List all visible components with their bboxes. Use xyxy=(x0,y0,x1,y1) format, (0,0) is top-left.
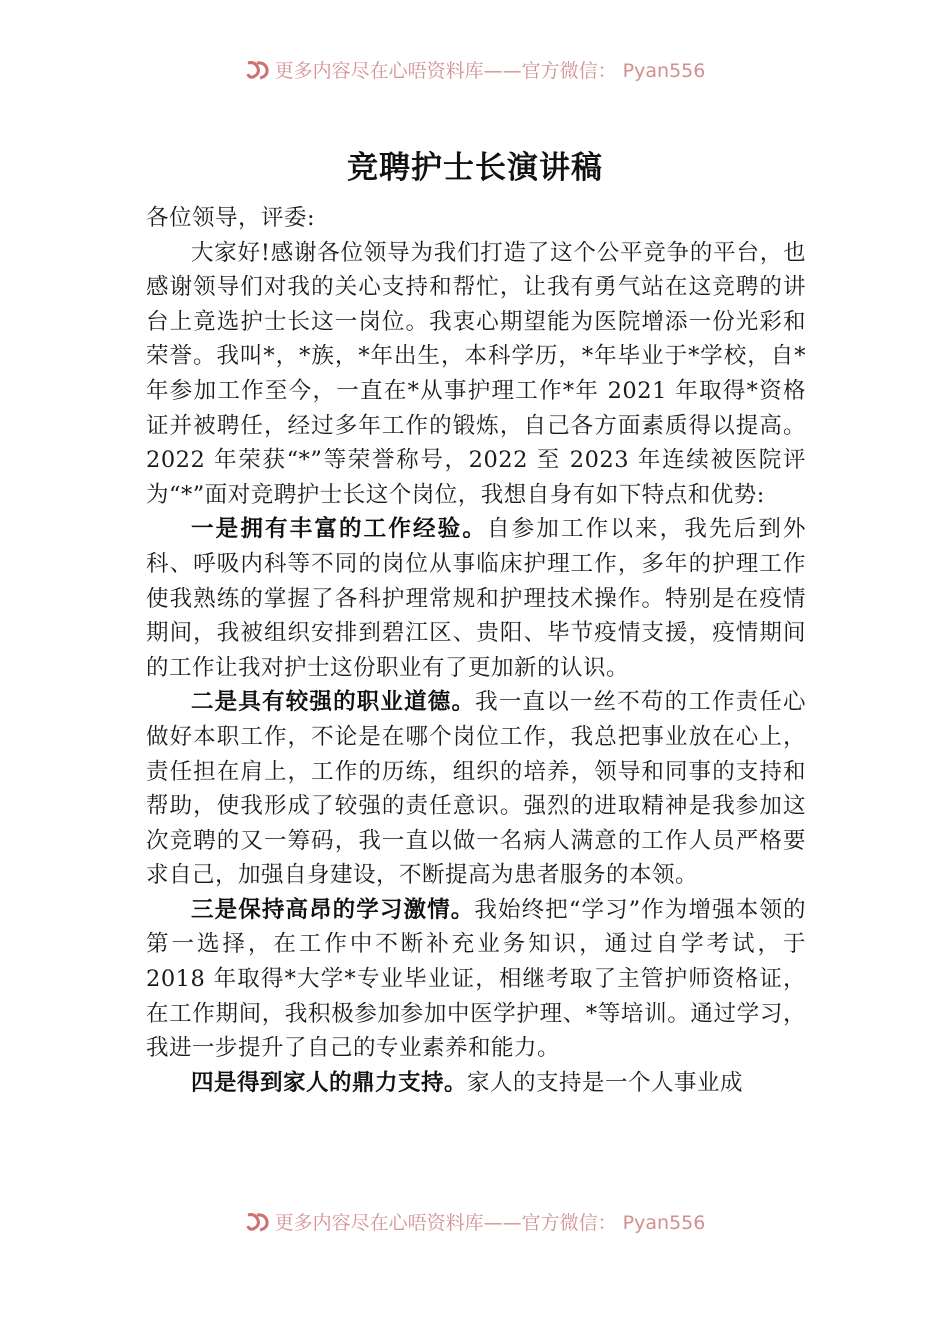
document-body xyxy=(146,201,806,1100)
paragraph-text: 自参加工作以来，我先后到外科、呼吸内科等不同的岗位从事临床护理工作，多年的护理工作使我熟练的掌握了各科护理常规和护理技术操作。特别是在疫情期间，我被组织安排到碧江区、贵阳、毕节疫情支援，疫情期间的工作让我对护士这份职业有了更加新的认识。 xyxy=(146,516,806,681)
header-watermark xyxy=(0,56,950,84)
paragraph-intro xyxy=(146,236,806,513)
paragraph-point-3 xyxy=(146,893,806,1066)
paragraph-text: 大家好!感谢各位领导为我们打造了这个公平竞争的平台，也感谢领导们对我的关心支持和帮忙，让我有勇气站在这竞聘的讲台上竟选护士长这一岗位。我衷心期望能为医院增添一份光彩和荣誉。我叫*，*族，*年出生，本科学历，*年毕业于*学校，自*年参加工作至今，一直在*从事护理工作*年 2021 年取得*资格证并被聘任，经过多年工作的锻炼，自己各方面素质得以提高。2022 年荣获“*”等荣誉称号，2022 至 2023 年连续被医院评为“*”面对竞聘护士长这个岗位，我想自身有如下特点和优势: xyxy=(146,239,806,508)
paragraph-text: 我始终把“学习”作为增强本领的第一选择，在工作中不断补充业务知识，通过自学考试，于 2018 年取得*大学*专业毕业证，相继考取了主管护师资格证，在工作期间，我积极参加参加中医学护理、*等培训。通过学习，我进一步提升了自己的专业素养和能力。 xyxy=(146,896,806,1062)
watermark-text: 更多内容尽在心唔资料库——官方微信： Pyan556 xyxy=(274,60,706,82)
paragraph-lead: 三是保持高昂的学习激情。 xyxy=(191,896,475,923)
footer-watermark xyxy=(0,1208,950,1236)
salutation: 各位领导，评委: xyxy=(146,205,316,231)
paragraph-point-1 xyxy=(146,512,806,685)
watermark-logo-icon xyxy=(245,1211,271,1233)
paragraph-point-2 xyxy=(146,685,806,893)
watermark-logo-icon xyxy=(245,59,271,81)
document-title: 竞聘护士长演讲稿 xyxy=(347,150,603,186)
paragraph-point-4 xyxy=(146,1066,806,1101)
paragraph-lead: 四是得到家人的鼎力支持。 xyxy=(191,1069,468,1096)
paragraph-lead: 二是具有较强的职业道德。 xyxy=(191,689,476,716)
paragraph-text: 家人的支持是一个人事业成 xyxy=(467,1069,744,1096)
paragraph-lead: 一是拥有丰富的工作经验。 xyxy=(191,516,487,543)
watermark-text: 更多内容尽在心唔资料库——官方微信： Pyan556 xyxy=(274,1212,706,1234)
paragraph-text: 我一直以一丝不苟的工作责任心做好本职工作，不论是在哪个岗位工作，我总把事业放在心上，责任担在肩上，工作的历练，组织的培养，领导和同事的支持和帮助，使我形成了较强的责任意识。强烈的进取精神是我参加这次竞聘的又一筹码，我一直以做一名病人满意的工作人员严格要求自己，加强自身建设，不断提高为患者服务的本领。 xyxy=(146,689,806,889)
